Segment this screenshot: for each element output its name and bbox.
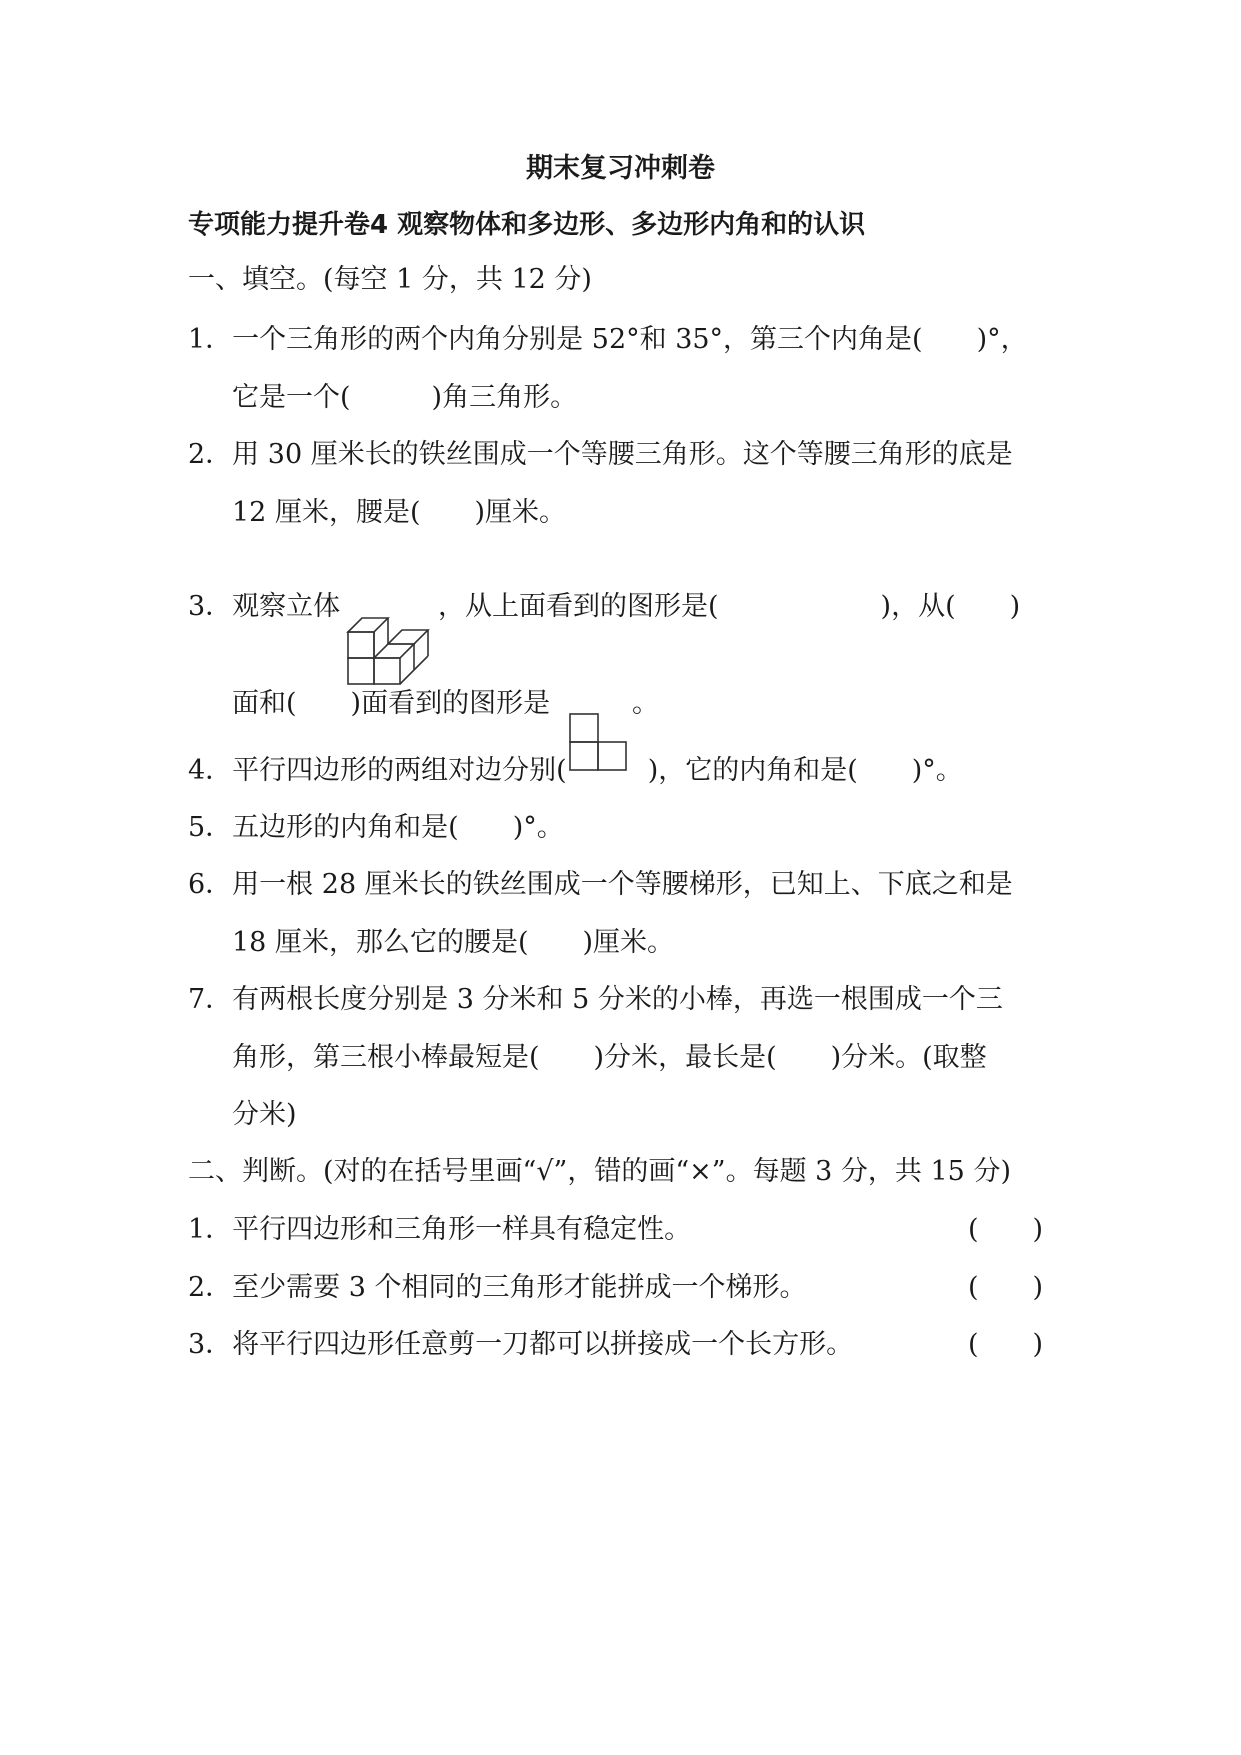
section2-heading: 二、判断。(对的在括号里画“√”，错的画“×”。每题 3 分，共 15 分)	[188, 1156, 1011, 1187]
solid-figure-cubes	[346, 608, 436, 688]
judge-item-3-answer-blank[interactable]: ( )	[968, 1329, 1044, 1360]
q2-line2: 12 厘米，腰是( )厘米。	[232, 497, 567, 528]
q7-line1: 7．有两根长度分别是 3 分米和 5 分米的小棒，再选一根围成一个三	[188, 984, 1003, 1015]
judge-item-2-text: 2．至少需要 3 个相同的三角形才能拼成一个梯形。	[188, 1272, 807, 1303]
cube-top	[348, 618, 388, 632]
cube-top	[388, 630, 428, 644]
page-title: 期末复习冲刺卷	[526, 153, 715, 184]
judge-item-2-answer-blank[interactable]: ( )	[968, 1272, 1044, 1303]
view-square	[570, 714, 598, 742]
cube-top	[374, 644, 414, 658]
q1-line2: 它是一个( )角三角形。	[232, 382, 578, 413]
cube-face	[348, 658, 374, 684]
q3-line1-suffix: ，从上面看到的图形是( )，从( )	[438, 591, 1021, 622]
q5-line1: 5．五边形的内角和是( )°。	[188, 812, 564, 843]
cube-edge	[400, 670, 414, 684]
q3-prefix: 3．观察立体	[188, 591, 341, 622]
page-subtitle: 专项能力提升卷4 观察物体和多边形、多边形内角和的认识	[188, 210, 866, 240]
q3-line2-prefix: 面和( )面看到的图形是	[232, 688, 551, 719]
cube-edge	[414, 656, 428, 670]
q7-line2: 角形，第三根小棒最短是( )分米，最长是( )分米。(取整	[232, 1042, 987, 1073]
q1-line1: 1．一个三角形的两个内角分别是 52°和 35°，第三个内角是( )°，	[188, 324, 1028, 355]
section1-heading: 一、填空。(每空 1 分，共 12 分)	[188, 264, 592, 295]
judge-item-3-text: 3．将平行四边形任意剪一刀都可以拼接成一个长方形。	[188, 1329, 854, 1360]
judge-item-1-answer-blank[interactable]: ( )	[968, 1214, 1044, 1245]
q3-line2-suffix: 。	[632, 688, 659, 719]
q2-line1: 2．用 30 厘米长的铁丝围成一个等腰三角形。这个等腰三角形的底是	[188, 439, 1013, 470]
cube-face	[348, 632, 374, 658]
cube-face	[374, 658, 400, 684]
q7-line3: 分米)	[232, 1099, 297, 1130]
q6-line1: 6．用一根 28 厘米长的铁丝围成一个等腰梯形，已知上、下底之和是	[188, 869, 1013, 900]
q6-line2: 18 厘米，那么它的腰是( )厘米。	[232, 927, 675, 958]
judge-item-1-text: 1．平行四边形和三角形一样具有稳定性。	[188, 1214, 692, 1245]
q4-line1: 4．平行四边形的两组对边分别( )，它的内角和是( )°。	[188, 755, 963, 786]
